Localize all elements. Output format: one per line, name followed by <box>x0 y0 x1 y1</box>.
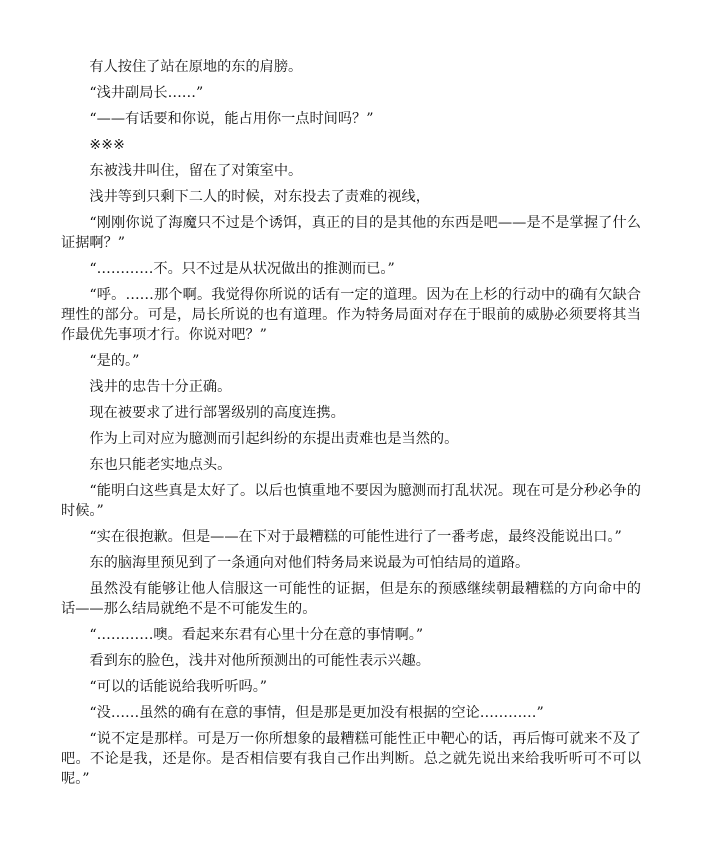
paragraph: “刚刚你说了海魔只不过是个诱饵，真正的目的是其他的东西是吧——是不是掌握了什么证据啊？” <box>61 215 641 251</box>
paragraph: “能明白这些真是太好了。以后也慎重地不要因为臆测而打乱状况。现在可是分秒必争的时候。” <box>61 483 641 519</box>
paragraph: “浅井副局长……” <box>89 85 204 101</box>
paragraph: “…………噢。看起来东君有心里十分在意的事情啊。” <box>89 627 424 643</box>
paragraph: 虽然没有能够让他人信服这一可能性的证据，但是东的预感继续朝最糟糕的方向命中的话——那么结局就绝不是不可能发生的。 <box>61 581 641 617</box>
paragraph: 浅井等到只剩下二人的时候，对东投去了责难的视线， <box>89 189 430 205</box>
paragraph: 东的脑海里预见到了一条通向对他们特务局来说最为可怕结局的道路。 <box>89 555 530 571</box>
paragraph: 作为上司对应为臆测而引起纠纷的东提出责难也是当然的。 <box>89 431 459 447</box>
paragraph: “…………不。只不过是从状况做出的推测而已。” <box>89 261 395 277</box>
paragraph: 东也只能老实地点头。 <box>89 457 232 473</box>
paragraph: 现在被要求了进行部署级别的高度连携。 <box>89 405 345 421</box>
paragraph: “是的。” <box>89 353 140 369</box>
paragraph: “没……虽然的确有在意的事情，但是那是更加没有根据的空论…………” <box>89 705 544 721</box>
paragraph: 有人按住了站在原地的东的肩膀。 <box>89 59 303 75</box>
paragraph: “说不定是那样。可是万一你所想象的最糟糕可能性正中靶心的话，再后悔可就来不及了吧。不论是我，还是你。是否相信要有我自己作出判断。总之就先说出来给我听听可不可以呢。” <box>61 731 641 787</box>
paragraph: “可以的话能说给我听听吗。” <box>89 679 268 695</box>
paragraph: “实在很抱歉。但是——在下对于最糟糕的可能性进行了一番考虑，最终没能说出口。” <box>89 529 622 545</box>
novel-text-body <box>61 57 641 795</box>
scene-break: ※※※ <box>89 137 126 153</box>
paragraph: “呼。……那个啊。我觉得你所说的话有一定的道理。因为在上杉的行动中的确有欠缺合理性的部分。可是，局长所说的也有道理。作为特务局面对存在于眼前的威胁必须要将其当作最优先事项才行。你说对吧？” <box>61 287 641 343</box>
paragraph: 东被浅井叫住，留在了对策室中。 <box>89 163 303 179</box>
paragraph: 浅井的忠告十分正确。 <box>89 379 232 395</box>
paragraph: “——有话要和你说，能占用你一点时间吗？” <box>89 111 374 127</box>
paragraph: 看到东的脸色，浅井对他所预测出的可能性表示兴趣。 <box>89 653 430 669</box>
